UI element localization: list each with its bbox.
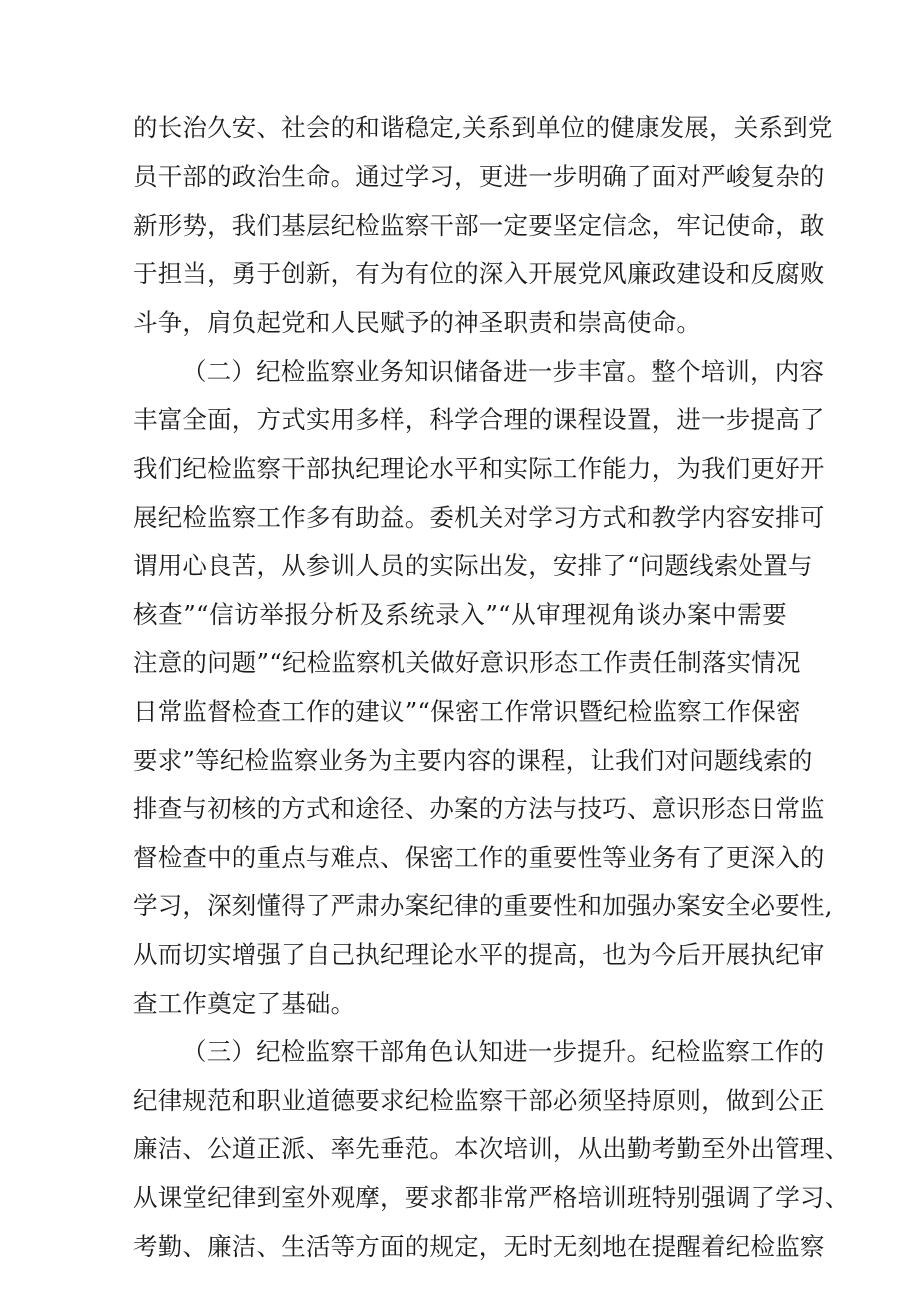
paragraph-2-line: 要求”等纪检监察业务为主要内容的课程，让我们对问题线索的 bbox=[133, 746, 813, 775]
paragraph-2-line: （二）纪检监察业务知识储备进一步丰富。整个培训，内容 bbox=[182, 357, 825, 386]
paragraph-2-line: 排查与初核的方式和途径、办案的方法与技巧、意识形态日常监 bbox=[133, 794, 825, 823]
paragraph-2-line: 从而切实增强了自己执纪理论水平的提高，也为今后开展执纪审 bbox=[133, 940, 825, 969]
paragraph-2-line: 谓用心良苦，从参训人员的实际出发，安排了“问题线索处置与 bbox=[133, 551, 813, 580]
paragraph-2-line: 我们纪检监察干部执纪理论水平和实际工作能力，为我们更好开 bbox=[133, 454, 825, 483]
paragraph-2-line: 核查”“信访举报分析及系统录入”“从审理视角谈办案中需要 bbox=[133, 600, 787, 629]
paragraph-2-line: 日常监督检查工作的建议”“保密工作常识暨纪检监察工作保密 bbox=[133, 697, 801, 726]
paragraph-2-line: 注意的问题”“纪检监察机关做好意识形态工作责任制落实情况 bbox=[133, 648, 801, 677]
paragraph-2-line: 查工作奠定了基础。 bbox=[133, 989, 356, 1018]
paragraph-1-line: 于担当，勇于创新，有为有位的深入开展党风廉政建设和反腐败 bbox=[133, 259, 825, 288]
paragraph-1-line: 员干部的政治生命。通过学习，更进一步明确了面对严峻复杂的 bbox=[133, 162, 825, 191]
paragraph-1-line: 斗争，肩负起党和人民赋予的神圣职责和崇高使命。 bbox=[133, 308, 702, 337]
paragraph-3-line: （三）纪检监察干部角色认知进一步提升。纪检监察工作的 bbox=[182, 1037, 825, 1066]
paragraph-3-line: 纪律规范和职业道德要求纪检监察干部必须坚持原则，做到公正 bbox=[133, 1086, 825, 1115]
paragraph-2-line: 学习，深刻懂得了严肃办案纪律的重要性和加强办案安全必要性, bbox=[133, 891, 833, 920]
paragraph-2-line: 展纪检监察工作多有助益。委机关对学习方式和教学内容安排可 bbox=[133, 503, 825, 532]
paragraph-3-line: 考勤、廉洁、生活等方面的规定，无时无刻地在提醒着纪检监察 bbox=[133, 1232, 825, 1261]
paragraph-2-line: 丰富全面，方式实用多样，科学合理的课程设置，进一步提高了 bbox=[133, 405, 825, 434]
paragraph-1-line: 的长治久安、社会的和谐稳定,关系到单位的健康发展，关系到党 bbox=[133, 113, 833, 142]
paragraph-2-line: 督检查中的重点与难点、保密工作的重要性等业务有了更深入的 bbox=[133, 843, 825, 872]
paragraph-1-line: 新形势，我们基层纪检监察干部一定要坚定信念，牢记使命，敢 bbox=[133, 211, 825, 240]
paragraph-3-line: 从课堂纪律到室外观摩，要求都非常严格培训班特别强调了学习、 bbox=[133, 1183, 850, 1212]
paragraph-3-line: 廉洁、公道正派、率先垂范。本次培训，从出勤考勤至外出管理、 bbox=[133, 1134, 850, 1163]
